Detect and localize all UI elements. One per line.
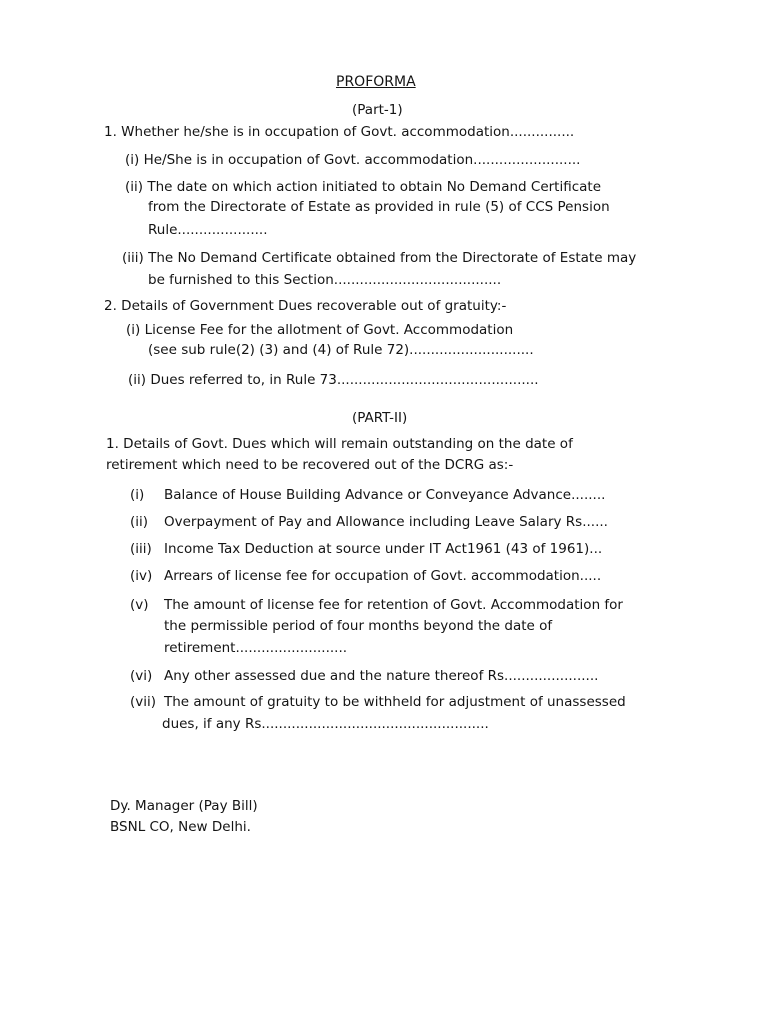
part1-item1-sub-ii: (ii) The date on which action initiated to obtain No Demand Certificate: [125, 179, 602, 195]
item-text: Any other assessed due and the nature thereof Rs......................: [164, 668, 599, 684]
item-number: (vii): [130, 694, 157, 710]
part2-intro-line1: 1. Details of Govt. Dues which will remain outstanding on the date of: [106, 436, 573, 452]
part2-item: [130, 694, 626, 711]
part1-item2-sub-ii: (ii) Dues referred to, in Rule 73...............................................: [128, 372, 539, 388]
part1-item2-sub-i: (i) License Fee for the allotment of Govt. Accommodation: [126, 322, 514, 338]
item-number: (iii): [130, 541, 152, 557]
part1-item1: 1. Whether he/she is in occupation of Govt. accommodation...............: [104, 124, 575, 140]
item-text: Balance of House Building Advance or Conveyance Advance........: [164, 487, 606, 503]
part1-heading: (Part-1): [352, 102, 403, 118]
item-text: Overpayment of Pay and Allowance including Leave Salary Rs......: [164, 514, 608, 530]
signature-designation: Dy. Manager (Pay Bill): [110, 798, 258, 814]
item-text: Income Tax Deduction at source under IT Act1961 (43 of 1961)...: [164, 541, 603, 557]
part2-heading: (PART-II): [352, 410, 408, 426]
part1-item2-sub-i-cont: (see sub rule(2) (3) and (4) of Rule 72).............................: [148, 342, 534, 358]
item-number: (iv): [130, 568, 153, 584]
part2-intro-line2: retirement which need to be recovered out of the DCRG as:-: [106, 457, 514, 473]
part2-item: [130, 597, 623, 614]
part1-item1-sub-ii-cont2: Rule.....................: [148, 222, 268, 238]
part1-item1-sub-iii-cont: be furnished to this Section.......................................: [148, 272, 502, 288]
part1-item1-sub-iii: (iii) The No Demand Certificate obtained from the Directorate of Estate may: [122, 250, 637, 266]
part1-item1-sub-i: (i) He/She is in occupation of Govt. accommodation.........................: [125, 152, 581, 168]
document-title: PROFORMA: [336, 74, 416, 90]
item-number: (i): [130, 487, 145, 503]
item-text: The amount of license fee for retention of Govt. Accommodation for: [164, 597, 623, 613]
part2-item-cont: retirement..........................: [164, 640, 348, 656]
item-number: (vi): [130, 668, 153, 684]
part2-item: [130, 514, 608, 531]
item-text: Arrears of license fee for occupation of Govt. accommodation.....: [164, 568, 602, 584]
item-number: (v): [130, 597, 149, 613]
part1-item2: 2. Details of Government Dues recoverable out of gratuity:-: [104, 298, 507, 314]
part2-item: [130, 668, 598, 685]
part2-item: [130, 487, 605, 504]
item-text: The amount of gratuity to be withheld for adjustment of unassessed: [164, 694, 626, 710]
part2-item-cont: dues, if any Rs.....................................................: [162, 716, 489, 732]
part2-item: [130, 541, 602, 558]
part2-item-cont: the permissible period of four months beyond the date of: [164, 618, 553, 634]
item-number: (ii): [130, 514, 149, 530]
part1-item1-sub-ii-cont: from the Directorate of Estate as provided in rule (5) of CCS Pension: [148, 199, 610, 215]
part2-item: [130, 568, 601, 585]
signature-office: BSNL CO, New Delhi.: [110, 819, 251, 835]
